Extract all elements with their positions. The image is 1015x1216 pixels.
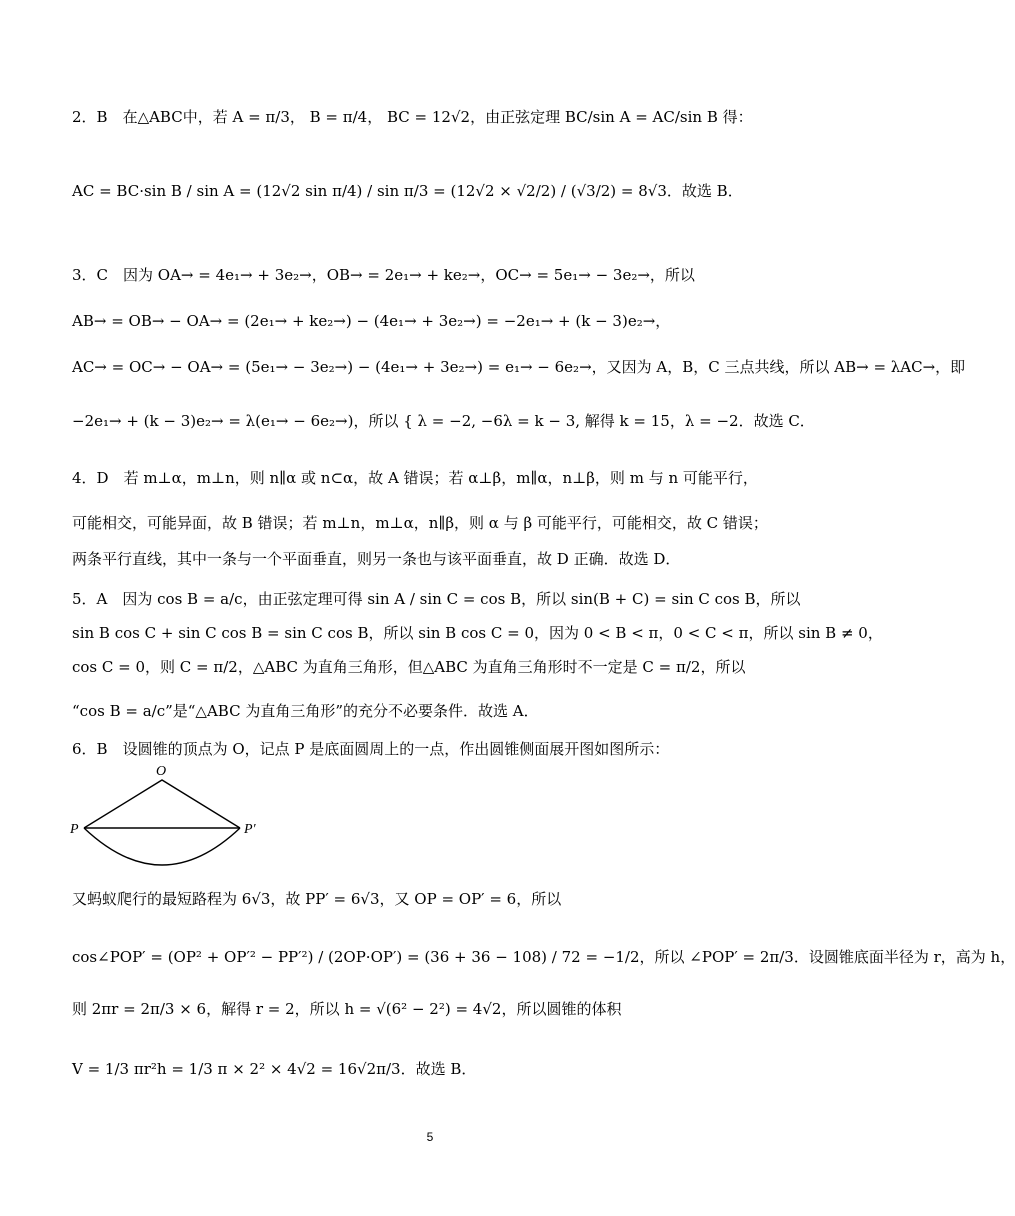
- cone-unfolding-figure: [70, 762, 270, 874]
- problem-4-line-3: 两条平行直线，其中一条与一个平面垂直，则另一条也与该平面垂直，故 D 正确．故选 D．: [72, 550, 681, 568]
- problem-4-line-2: 可能相交，可能异面，故 B 错误；若 m⊥n，m⊥α，n∥β，则 α 与 β 可能平行，可能相交，故 C 错误；: [72, 514, 768, 532]
- problem-3-ac-vector: AC→ = OC→ − OA→ = (5e₁→ − 3e₂→) − (4e₁→ + 3e₂→) = e₁→ − 6e₂→，又因为 A，B，C 三点共线，所以 AB→ = λAC→，即: [72, 358, 966, 376]
- problem-5-line-3: cos C = 0，则 C = π/2，△ABC 为直角三角形，但△ABC 为直角三角形时不一定是 C = π/2，所以: [72, 658, 746, 676]
- problem-5-line-4: “cos B = a/c”是“△ABC 为直角三角形”的充分不必要条件．故选 A．: [72, 702, 539, 720]
- problem-4-line-1: 4．D 若 m⊥α，m⊥n，则 n∥α 或 n⊂α，故 A 错误；若 α⊥β，m∥α，n⊥β，则 m 与 n 可能平行，: [72, 469, 758, 487]
- problem-3-statement: 3．C 因为 OA→ = 4e₁→ + 3e₂→，OB→ = 2e₁→ + ke₂→，OC→ = 5e₁→ − 3e₂→，所以: [72, 266, 695, 284]
- problem-2-statement: 2．B 在△ABC中，若 A = π/3， B = π/4， BC = 12√2，由正弦定理 BC/sin A = AC/sin B 得：: [72, 108, 753, 126]
- problem-5-line-2: sin B cos C + sin C cos B = sin C cos B，所以 sin B cos C = 0，因为 0 < B < π，0 < C < π，所以 sin B ≠ 0，: [72, 624, 883, 642]
- fan-arc: [84, 828, 240, 865]
- problem-5-line-1: 5．A 因为 cos B = a/c，由正弦定理可得 sin A / sin C = cos B，所以 sin(B + C) = sin C cos B，所以: [72, 590, 801, 608]
- fan-radius-lines: [84, 780, 240, 828]
- problem-6-statement: 6．B 设圆锥的顶点为 O，记点 P 是底面圆周上的一点，作出圆锥侧面展开图如图所示：: [72, 740, 670, 758]
- problem-3-ab-vector: AB→ = OB→ − OA→ = (2e₁→ + ke₂→) − (4e₁→ + 3e₂→) = −2e₁→ + (k − 3)e₂→，: [72, 312, 671, 330]
- problem-6-line-4: 则 2πr = 2π/3 × 6，解得 r = 2，所以 h = √(6² − 2²) = 4√2，所以圆锥的体积: [72, 1000, 622, 1018]
- label-p-prime: P′: [244, 822, 256, 837]
- problem-6-line-2: 又蚂蚁爬行的最短路程为 6√3，故 PP′ = 6√3，又 OP = OP′ = 6，所以: [72, 890, 562, 908]
- problem-6-line-3: cos∠POP′ = (OP² + OP′² − PP′²) / (2OP·OP′) = (36 + 36 − 108) / 72 = −1/2，所以 ∠POP′ = 2π/3．设圆锥底面半径为 r，高为 h，: [72, 948, 1015, 966]
- label-o: O: [156, 764, 167, 779]
- page-number: 5: [426, 1130, 434, 1144]
- label-p: P: [70, 822, 79, 837]
- problem-2-solution: AC = BC·sin B / sin A = (12√2 sin π/4) / sin π/3 = (12√2 × √2/2) / (√3/2) = 8√3．故选 B．: [72, 182, 743, 200]
- problem-6-line-5: V = 1/3 πr²h = 1/3 π × 2² × 4√2 = 16√2π/3．故选 B．: [72, 1060, 477, 1078]
- problem-3-solution: −2e₁→ + (k − 3)e₂→ = λ(e₁→ − 6e₂→)，所以 { λ = −2, −6λ = k − 3, 解得 k = 15，λ = −2．故选 C．: [72, 412, 815, 430]
